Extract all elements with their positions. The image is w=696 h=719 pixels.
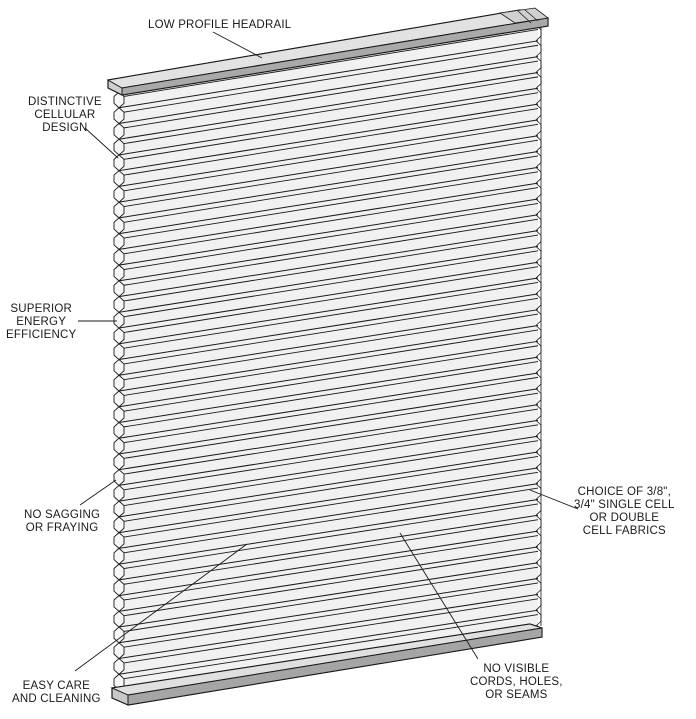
label-superior-energy-efficiency <box>6 303 76 342</box>
label-low-profile-headrail <box>148 19 291 32</box>
leader-headrail <box>213 32 262 58</box>
shade-cells <box>114 25 541 690</box>
label-no-sagging-or-fraying <box>24 509 100 535</box>
label-line: SUPERIOR <box>10 303 73 315</box>
label-easy-care-and-cleaning <box>12 680 101 706</box>
label-line: CHOICE OF 3/8", <box>577 486 671 498</box>
leader-sagging <box>80 480 116 505</box>
label-line: 3/4" SINGLE CELL <box>574 499 675 511</box>
label-choice-of-fabrics <box>574 486 675 538</box>
label-no-visible-cords <box>470 663 563 702</box>
label-line: AND CLEANING <box>12 693 101 705</box>
label-line: CELLULAR <box>34 109 96 121</box>
label-line: OR DOUBLE <box>589 512 660 524</box>
label-line: DISTINCTIVE <box>28 96 102 108</box>
label-line: EASY CARE <box>22 680 91 692</box>
label-line: CORDS, HOLES, <box>470 676 563 688</box>
label-distinctive-cellular-design <box>28 96 102 135</box>
label-line: LOW PROFILE HEADRAIL <box>148 19 292 31</box>
label-line: OR FRAYING <box>25 522 99 534</box>
label-line: ENERGY <box>16 316 67 328</box>
label-line: DESIGN <box>42 122 88 134</box>
label-line: NO SAGGING <box>24 509 101 521</box>
label-line: EFFICIENCY <box>6 329 77 341</box>
label-line: NO VISIBLE <box>483 663 550 675</box>
shade-fabric <box>116 25 538 690</box>
label-line: CELL FABRICS <box>582 525 666 537</box>
label-line: OR SEAMS <box>485 689 548 701</box>
